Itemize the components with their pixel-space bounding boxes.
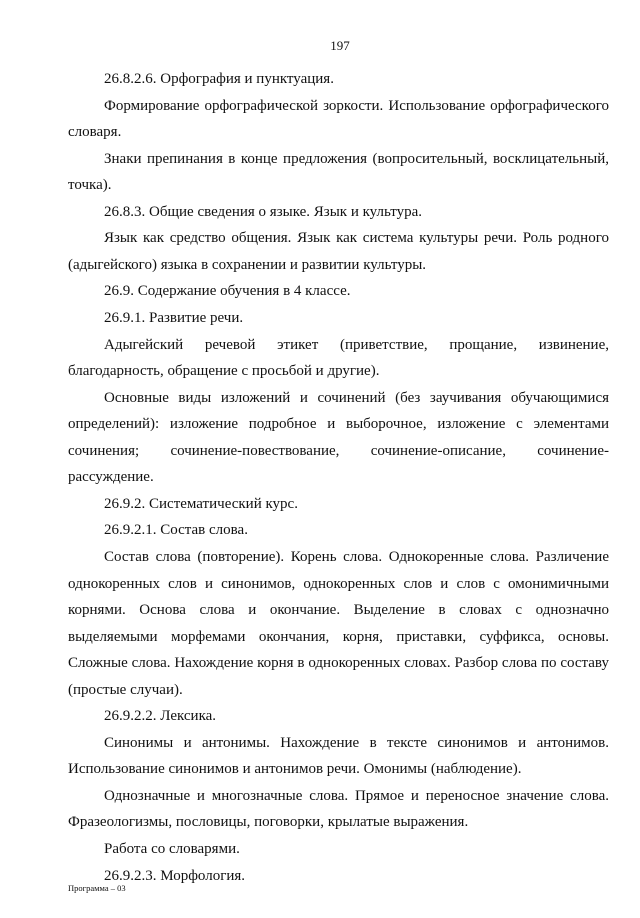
heading-orthography: 26.8.2.6. Орфография и пунктуация. xyxy=(104,71,334,87)
paragraph-orthographic-vigilance: Формирование орфографической зоркости. Использование орфографического словаря. xyxy=(68,97,609,141)
heading-word-structure: 26.9.2.1. Состав слова. xyxy=(104,522,248,539)
heading-systematic-course: 26.9.2. Систематический курс. xyxy=(104,495,298,512)
heading-morphology: 26.9.2.3. Морфология. xyxy=(104,867,246,884)
page-number: 197 xyxy=(330,38,350,53)
heading-grade-4: 26.9. Содержание обучения в 4 классе. xyxy=(104,283,351,300)
page-body xyxy=(68,66,609,889)
paragraph-polysemous-words: Однозначные и многозначные слова. Прямое и переносное значение слова. Фразеологизмы, пословицы, поговорки, крылатые выражения. xyxy=(68,787,609,831)
heading-lexicon: 26.9.2.2. Лексика. xyxy=(104,708,217,725)
paragraph-word-structure: Состав слова (повторение). Корень слова. Однокоренные слова. Различение однокоренных слов и синонимов, однокоренных слов и слов с омонимичными корнями. Основа слова и окончание. Выделение в словах с однозначно выделяемыми морфемами окончания, корня, приставки, суффикса, основы. Сложные слова. Нахождение корня в однокоренных словах. Разбор слова по составу (простые случаи). xyxy=(68,549,609,698)
heading-speech-development: 26.9.1. Развитие речи. xyxy=(104,310,244,327)
paragraph-essays: Основные виды изложений и сочинений (без заучивания обучающимися определений): изложение подробное и выборочное, изложение с элементами сочинения; сочинение-повествование, сочинение-описание, сочинение-рассуждение. xyxy=(68,389,609,486)
paragraph-speech-etiquette: Адыгейский речевой этикет (приветствие, прощание, извинение, благодарность, обращение с просьбой и другие). xyxy=(68,336,609,380)
heading-language-culture: 26.8.3. Общие сведения о языке. Язык и культура. xyxy=(104,203,423,220)
page-footer: Программа – 03 xyxy=(68,883,126,893)
paragraph-punctuation-marks: Знаки препинания в конце предложения (вопросительный, восклицательный, точка). xyxy=(68,150,609,194)
paragraph-language-communication: Язык как средство общения. Язык как система культуры речи. Роль родного (адыгейского) языка в сохранении и развитии культуры. xyxy=(68,230,609,273)
paragraph-synonyms-antonyms: Синонимы и антонимы. Нахождение в тексте синонимов и антонимов. Использование синонимов и антонимов речи. Омонимы (наблюдение). xyxy=(68,734,609,778)
paragraph-dictionaries: Работа со словарями. xyxy=(104,840,240,857)
